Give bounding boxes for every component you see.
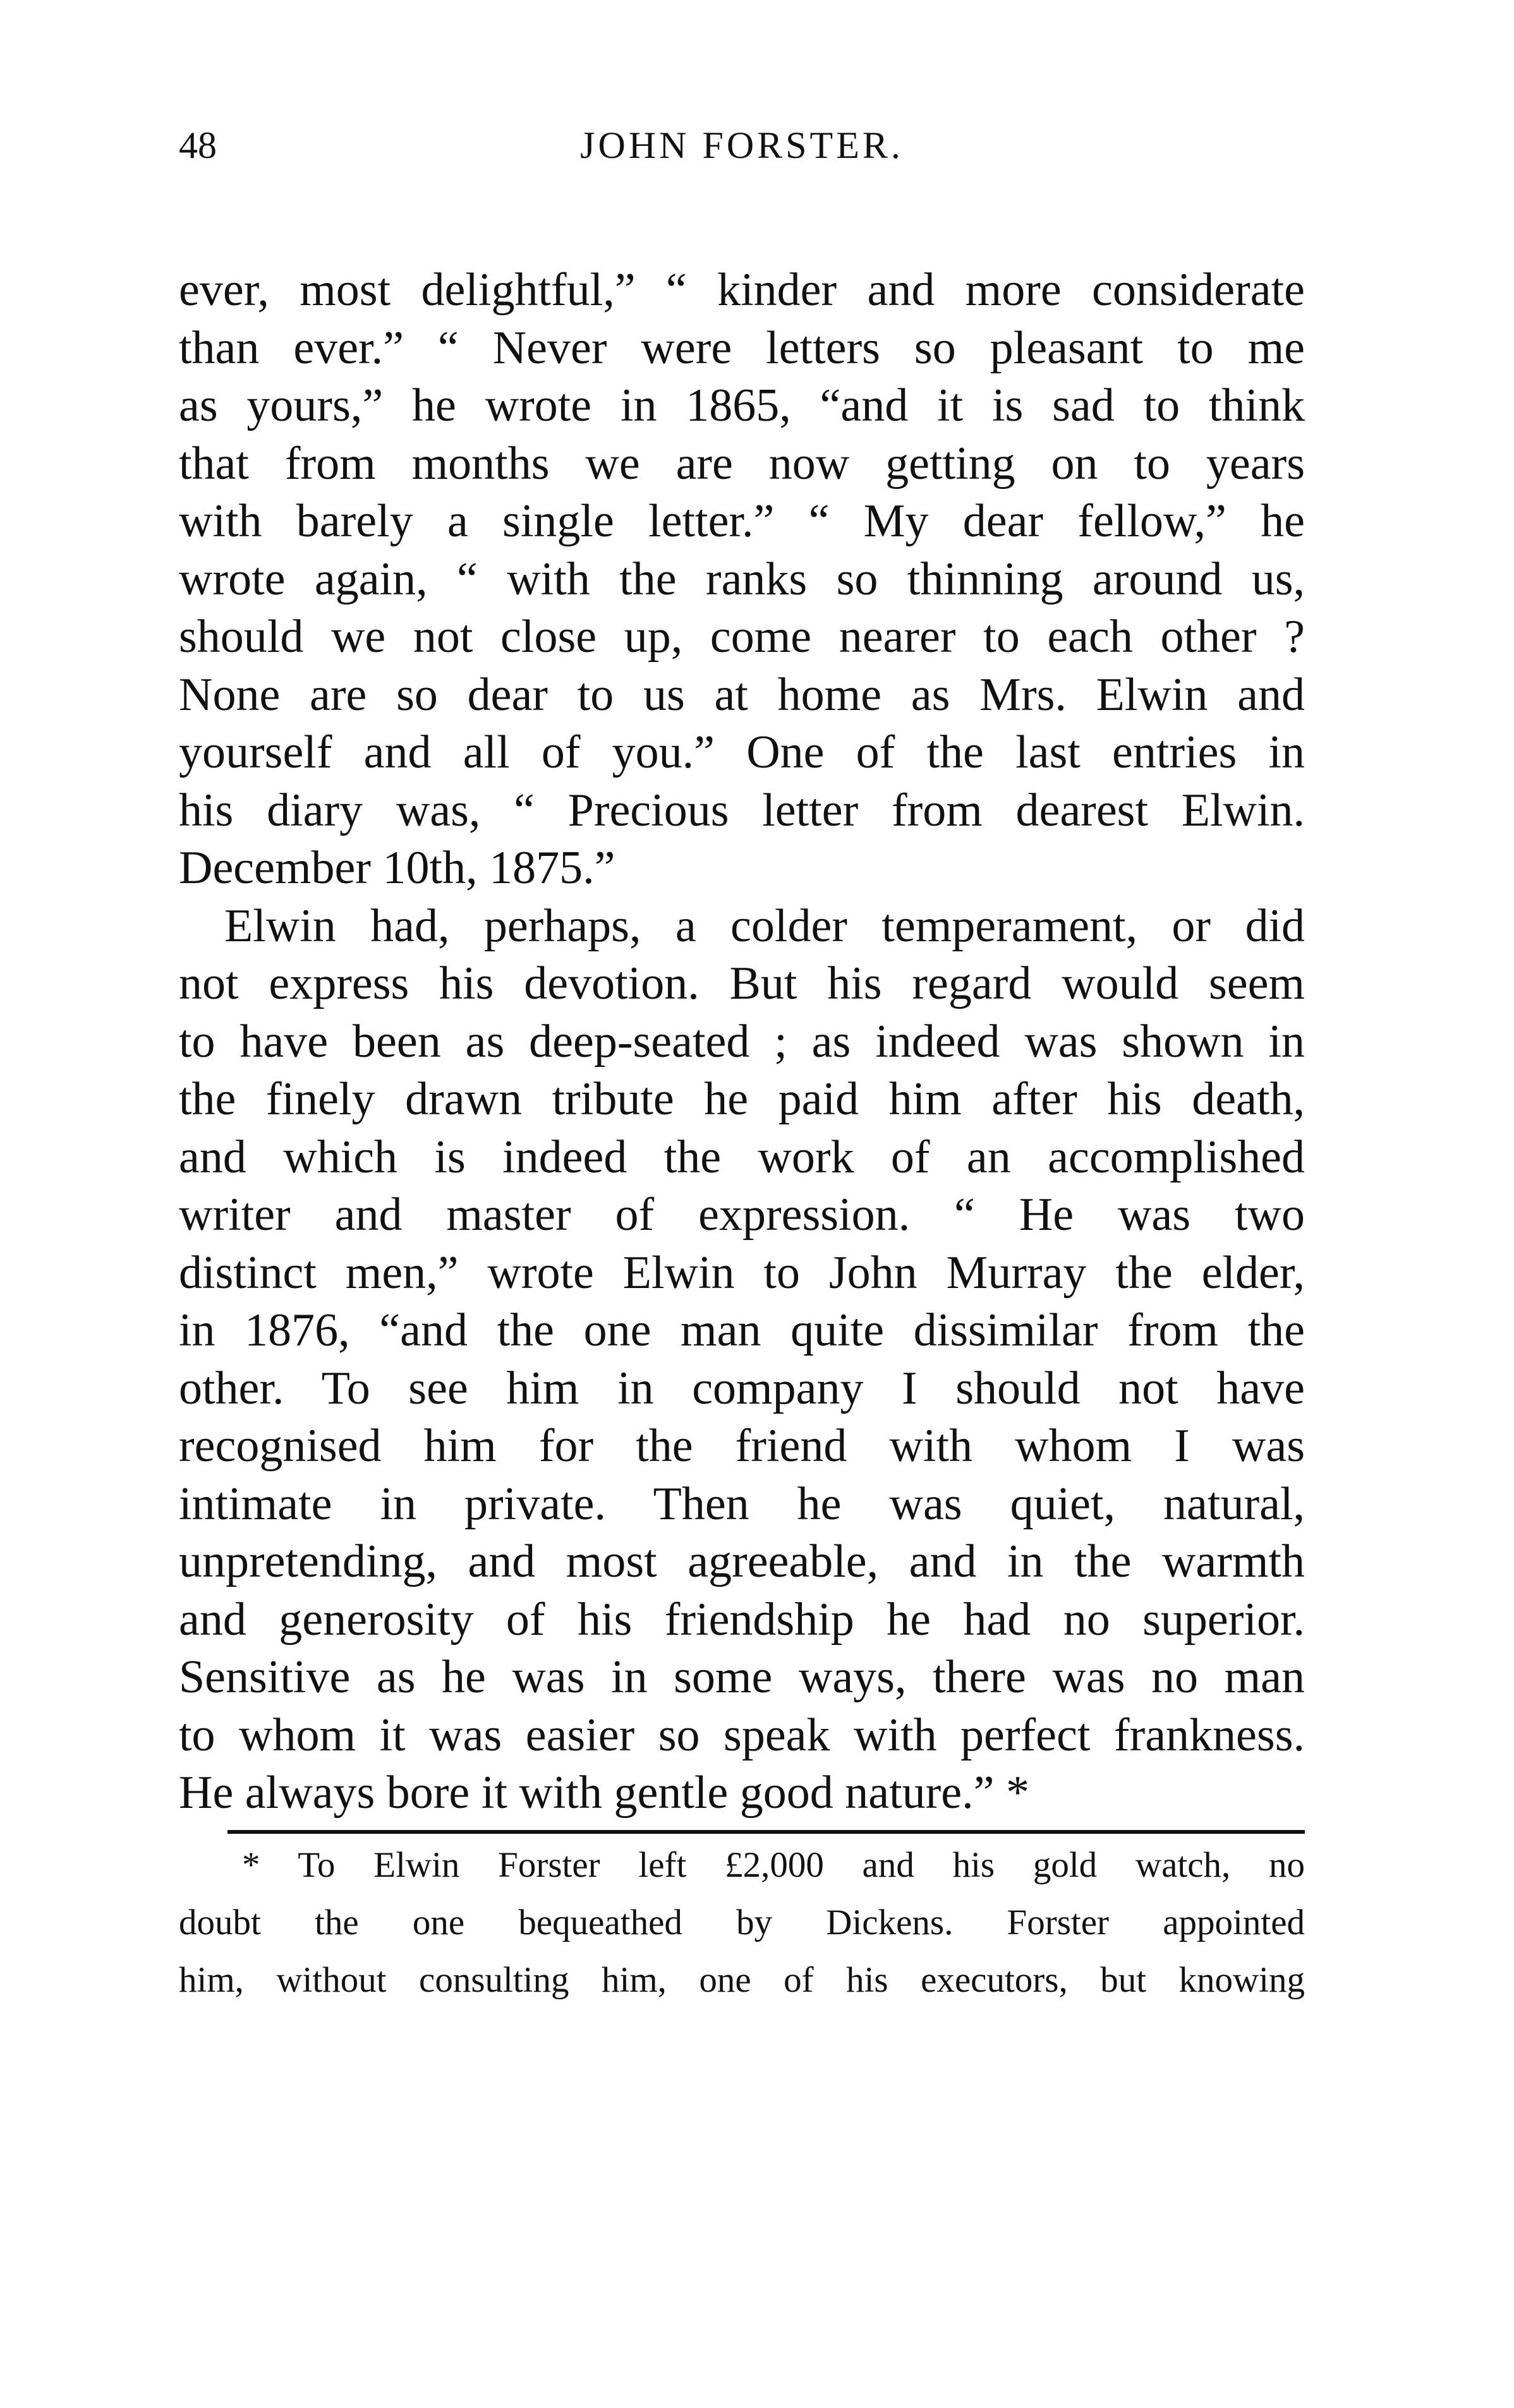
body-text [179, 262, 1305, 1822]
footnote-line: doubt the one bequeathed by Dickens. Forster appointed [179, 1903, 1305, 1942]
text-line: the finely drawn tribute he paid him after his death, [179, 1073, 1305, 1125]
text-line: to whom it was easier so speak with perfect frankness. [179, 1709, 1305, 1761]
text-line: None are so dear to us at home as Mrs. Elwin and [179, 668, 1305, 721]
text-line: his diary was, “ Precious letter from dearest Elwin. [179, 784, 1305, 836]
text-line: with barely a single letter.” “ My dear fellow,” he [179, 495, 1305, 547]
footnote-line: him, without consulting him, one of his executors, but knowing [179, 1960, 1305, 2000]
page-number: 48 [179, 124, 217, 166]
text-line: recognised him for the friend with whom I was [179, 1420, 1305, 1472]
text-line: other. To see him in company I should not have [179, 1362, 1305, 1414]
text-line: not express his devotion. But his regard would seem [179, 958, 1305, 1009]
text-line: should we not close up, come nearer to each other ? [179, 611, 1305, 663]
text-line: unpretending, and most agreeable, and in the warmth [179, 1536, 1305, 1587]
text-line: in 1876, “and the one man quite dissimilar from the [179, 1304, 1305, 1356]
running-title: JOHN FORSTER. [580, 124, 904, 166]
text-line: that from months we are now getting on to years [179, 437, 1305, 490]
text-line: wrote again, “ with the ranks so thinning around us, [179, 553, 1305, 605]
text-line: Elwin had, perhaps, a colder temperament, or did [224, 900, 1305, 952]
text-line: December 10th, 1875.” [179, 842, 615, 894]
text-line: and which is indeed the work of an accomplished [179, 1131, 1305, 1183]
text-line: as yours,” he wrote in 1865, “and it is sad to think [179, 380, 1305, 431]
footnote-line: * To Elwin Forster left £2,000 and his gold watch, no [242, 1845, 1305, 1885]
text-line: to have been as deep-seated ; as indeed was shown in [179, 1015, 1305, 1068]
text-line: ever, most delightful,” “ kinder and more considerate [179, 264, 1305, 316]
text-line: writer and master of expression. “ He was two [179, 1189, 1305, 1241]
text-line: distinct men,” wrote Elwin to John Murray the elder, [179, 1246, 1305, 1299]
footnote-rule [227, 1830, 1305, 1834]
text-line: intimate in private. Then he was quiet, natural, [179, 1478, 1305, 1530]
text-line: Sensitive as he was in some ways, there was no man [179, 1651, 1305, 1703]
footnote [179, 1836, 1305, 2009]
text-line: than ever.” “ Never were letters so pleasant to me [179, 322, 1305, 374]
text-line: He always bore it with gentle good nature.” * [179, 1767, 1029, 1819]
text-line: yourself and all of you.” One of the last entries in [179, 726, 1305, 778]
running-header [179, 117, 1305, 174]
text-line: and generosity of his friendship he had no superior. [179, 1593, 1305, 1646]
